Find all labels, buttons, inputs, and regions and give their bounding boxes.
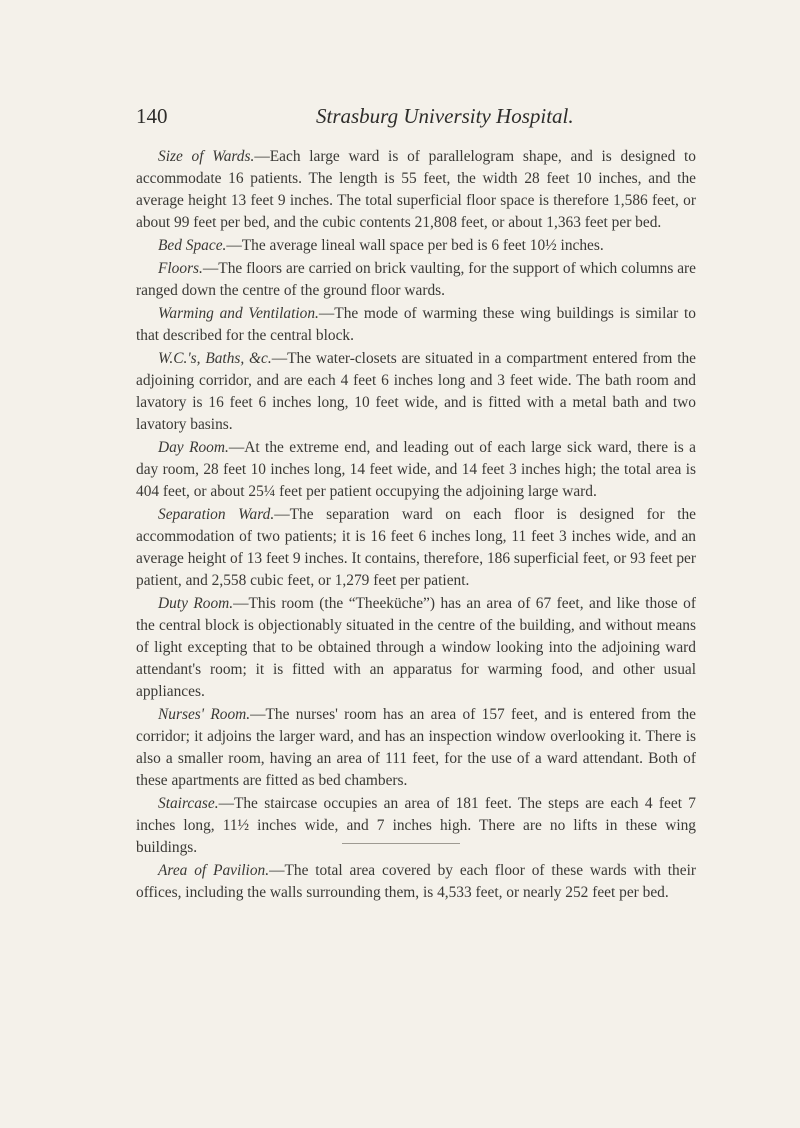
paragraph-heading: Bed Space. bbox=[158, 237, 227, 254]
paragraph-text: —The mode of warming these wing buildings is similar to that described for the central block. bbox=[136, 305, 696, 344]
paragraph-text: —The floors are carried on brick vaulting, for the support of which columns are ranged down the centre of the ground floor wards. bbox=[136, 260, 696, 299]
paragraph-text: —The water-closets are situated in a compartment entered from the adjoining corridor, and are each 4 feet 6 inches long and 3 feet wide. The bath room and lavatory is 16 feet 6 inches long, 10 feet wide, and is fitted with a metal bath and two lavatory basins. bbox=[136, 350, 696, 433]
paragraph-heading: Nurses' Room. bbox=[158, 706, 251, 723]
paragraph-heading: Staircase. bbox=[158, 795, 219, 812]
paragraph-heading: Warming and Ventilation. bbox=[158, 305, 319, 322]
paragraph-text: —The total area covered by each floor of these wards with their offices, including the walls surrounding them, is 4,533 feet, or nearly 252 feet per bed. bbox=[136, 862, 696, 901]
paragraph-text: —The separation ward on each floor is designed for the accommodation of two patients; it is 16 feet 6 inches long, 11 feet 3 inches wide, and an average height of 13 feet 9 inches. It contains, therefore, 186 superficial feet, or 93 feet per patient, and 2,558 cubic feet, or 1,279 feet per patient. bbox=[136, 506, 696, 589]
paragraph-heading: Floors. bbox=[158, 260, 203, 277]
paragraph-floors bbox=[136, 258, 696, 302]
section-rule bbox=[342, 843, 460, 844]
running-title: Strasburg University Hospital. bbox=[316, 104, 574, 128]
body-text bbox=[136, 146, 696, 905]
paragraph-text: —At the extreme end, and leading out of each large sick ward, there is a day room, 28 feet 10 inches long, 14 feet wide, and 14 feet 3 inches high; the total area is 404 feet, or about 25¼ feet per patient occupying the adjoining large ward. bbox=[136, 439, 696, 500]
paragraph-text: —Each large ward is of parallelogram shape, and is designed to accommodate 16 patients. The length is 55 feet, the width 28 feet 10 inches, and the average height 13 feet 9 inches. The total superficial floor space is therefore 1,586 feet, or about 99 feet per bed, and the cubic contents 21,808 feet, or about 1,363 feet per bed. bbox=[136, 148, 697, 231]
paragraph-day-room bbox=[136, 437, 696, 503]
paragraph-duty-room bbox=[136, 593, 696, 703]
paragraph-warming-ventilation bbox=[136, 303, 696, 347]
page-header bbox=[136, 104, 696, 134]
paragraph-bed-space bbox=[136, 235, 696, 257]
paragraph-nurses-room bbox=[136, 704, 696, 792]
paragraph-heading: Area of Pavilion. bbox=[158, 862, 270, 879]
paragraph-wc-baths bbox=[136, 348, 696, 436]
page-number: 140 bbox=[136, 104, 168, 128]
paragraph-staircase bbox=[136, 793, 696, 859]
paragraph-text: —The average lineal wall space per bed is 6 feet 10½ inches. bbox=[226, 237, 604, 254]
paragraph-separation-ward bbox=[136, 504, 696, 592]
paragraph-heading: Separation Ward. bbox=[158, 506, 275, 523]
paragraph-size-of-wards bbox=[136, 146, 696, 234]
paragraph-area-of-pavilion bbox=[136, 860, 696, 904]
paragraph-heading: Duty Room. bbox=[158, 595, 234, 612]
paragraph-heading: W.C.'s, Baths, &c. bbox=[158, 350, 272, 367]
paragraph-text: —The staircase occupies an area of 181 feet. The steps are each 4 feet 7 inches long, 11½ inches wide, and 7 inches high. There are no lifts in these wing buildings. bbox=[136, 795, 696, 856]
paragraph-text: —The nurses' room has an area of 157 feet, and is entered from the corridor; it adjoins the larger ward, and has an inspection window overlooking it. There is also a smaller room, having an area of 111 feet, for the use of a ward attendant. Both of these apartments are fitted as bed chambers. bbox=[136, 706, 696, 789]
paragraph-heading: Size of Wards. bbox=[158, 148, 255, 165]
paragraph-heading: Day Room. bbox=[158, 439, 229, 456]
paragraph-text: —This room (the “Theeküche”) has an area of 67 feet, and like those of the central block is objectionably situated in the centre of the building, and without means of light excepting that to be obtained through a window looking into the adjoining ward attendant's room; it is fitted with an apparatus for warming food, and other usual appliances. bbox=[136, 595, 696, 700]
